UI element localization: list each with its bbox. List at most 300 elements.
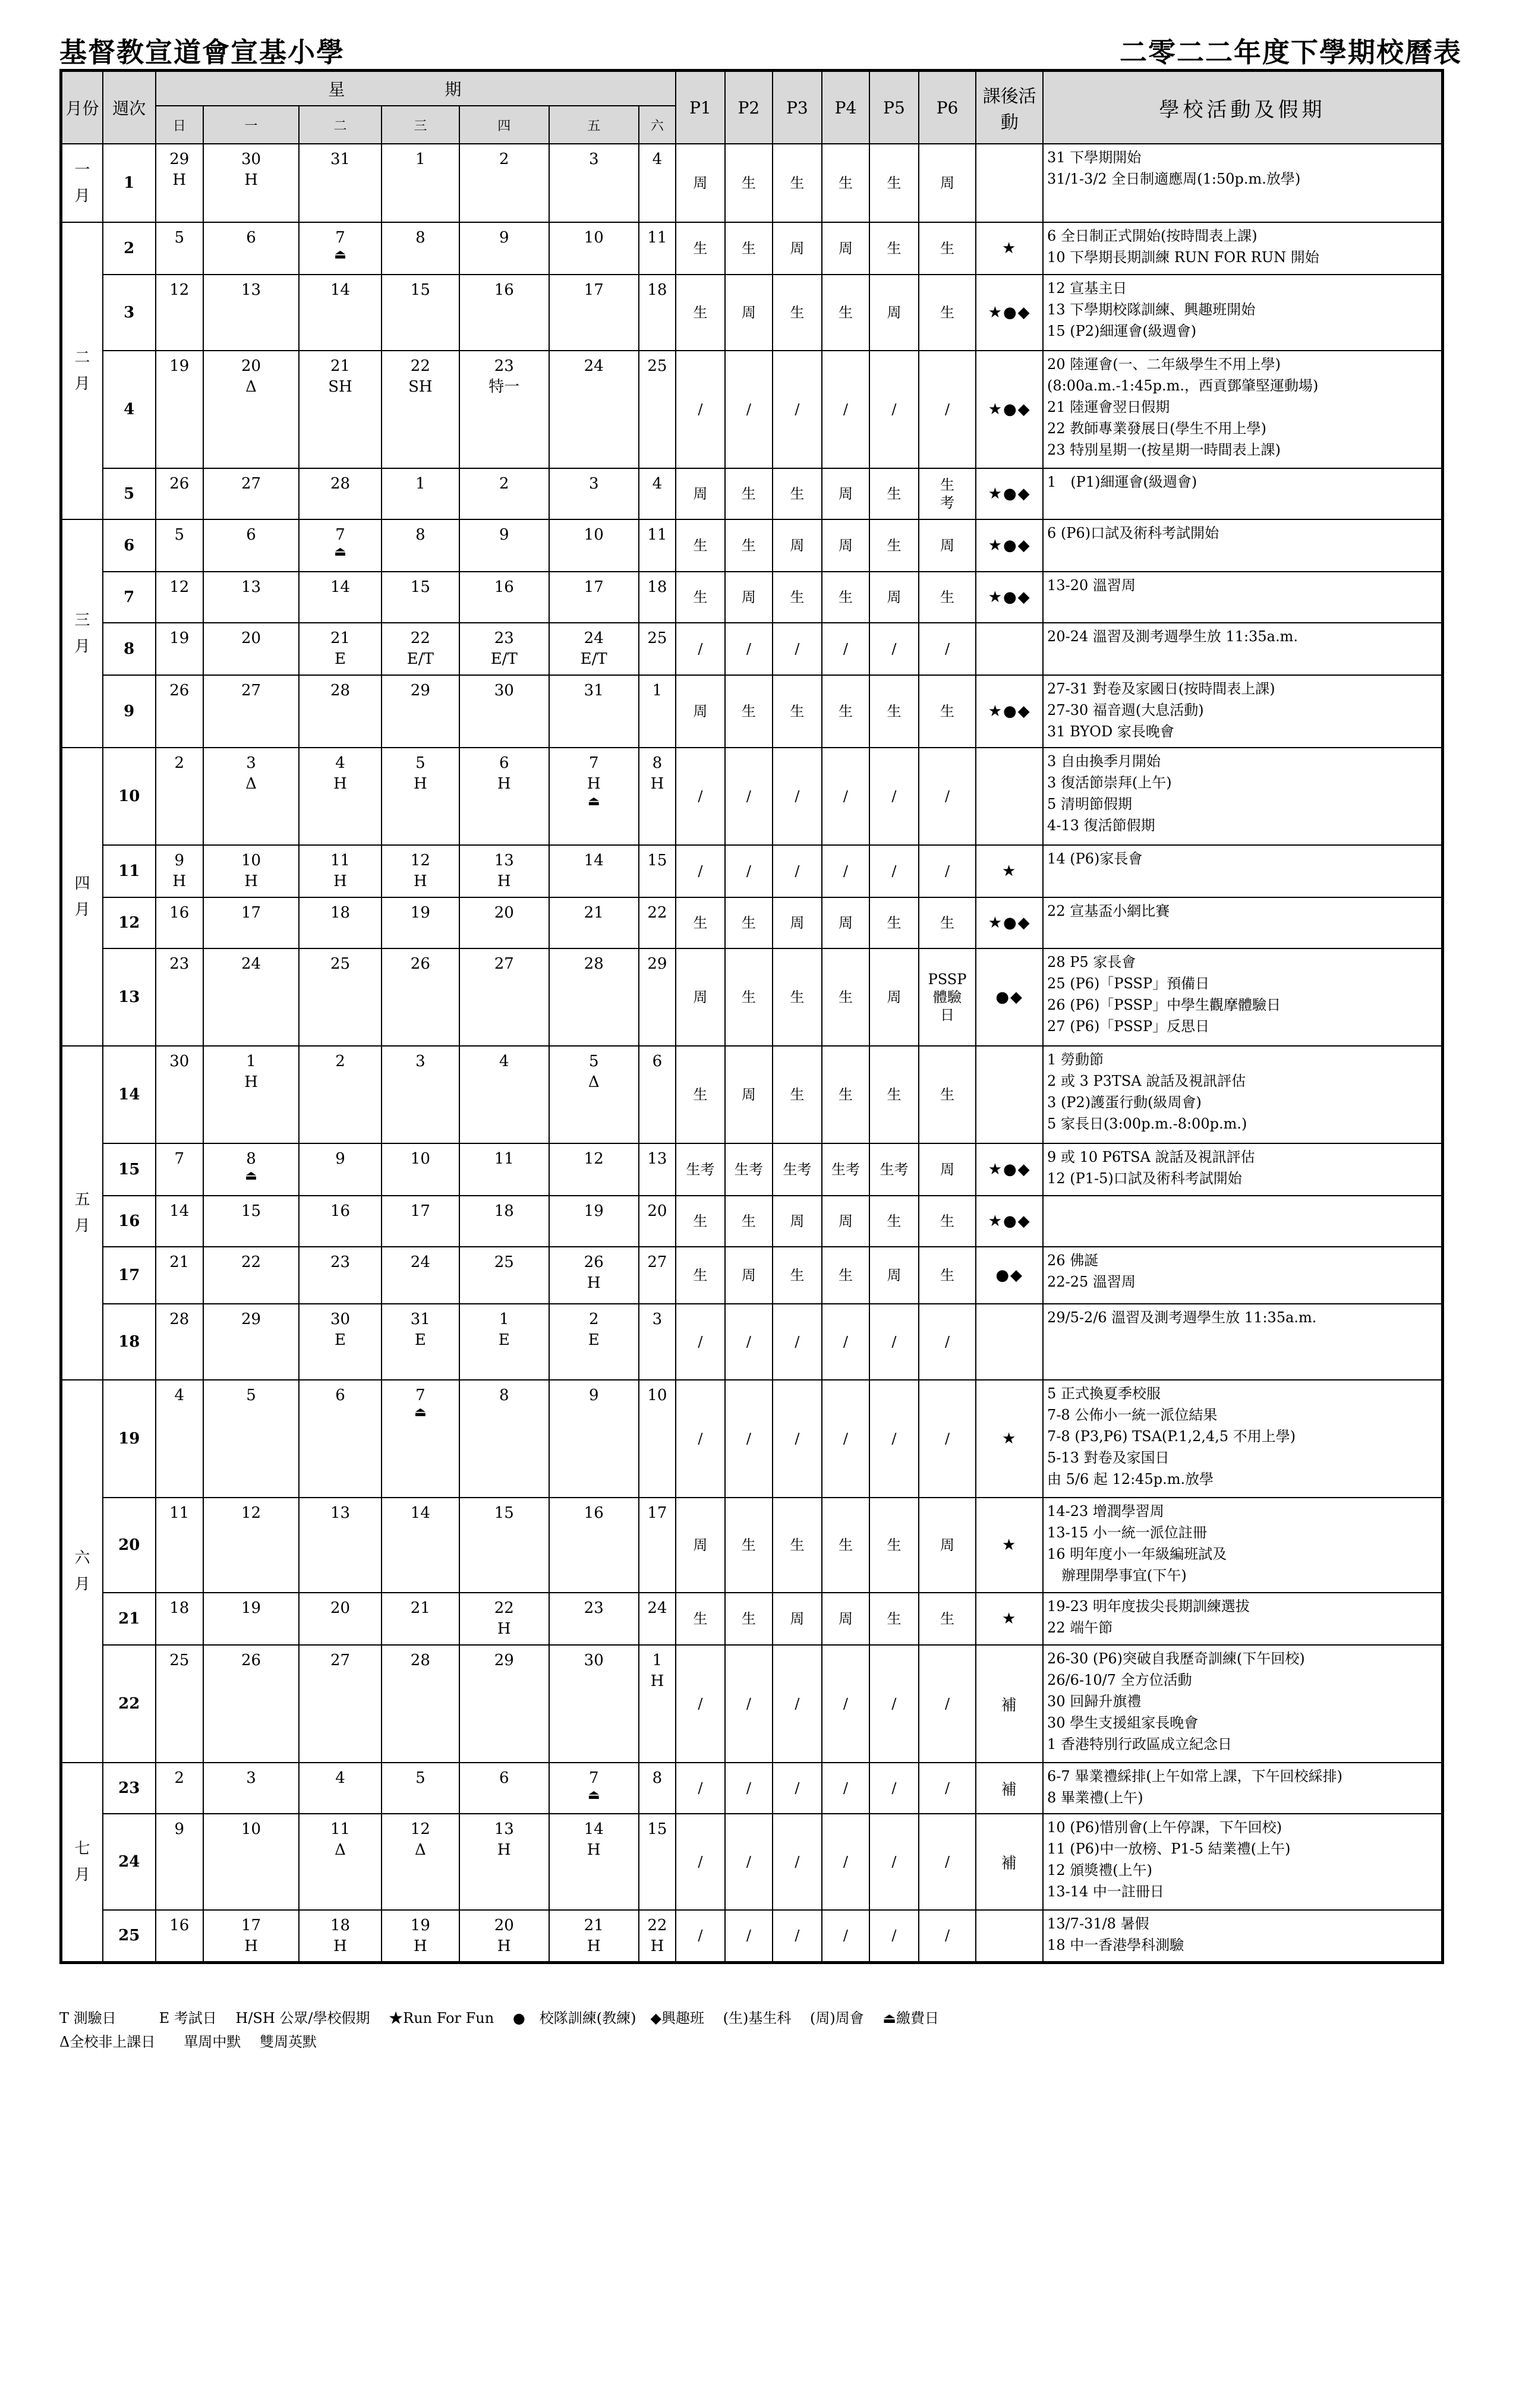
day-cell: [382, 948, 459, 1046]
day-cell: [203, 1143, 299, 1196]
activity-item: 22 端午節: [1047, 1619, 1113, 1636]
day-cell: [639, 845, 676, 897]
day-number: 24: [584, 357, 604, 375]
day-number: 24: [647, 1599, 667, 1617]
day-number: 9: [499, 526, 509, 544]
day-number: 20: [330, 1599, 351, 1617]
day-cell: [299, 572, 382, 623]
day-number: 23: [330, 1253, 351, 1271]
week-row: [61, 948, 1443, 1046]
day-cell: [549, 275, 639, 351]
activities-cell: [1043, 675, 1442, 748]
day-number: 28: [330, 682, 351, 699]
fee-day-icon: ⏏: [245, 1168, 257, 1183]
grade-p1-cell: 生考: [676, 1143, 725, 1196]
grade-p3-cell: /: [773, 1910, 822, 1962]
day-cell: [549, 623, 639, 675]
day-cell: [639, 1645, 676, 1763]
activities-cell: [1043, 468, 1442, 519]
day-cell: [382, 623, 459, 675]
day-number: 10: [647, 1386, 667, 1404]
activities-cell: [1043, 572, 1442, 623]
grade-p2-cell: 周: [725, 1247, 773, 1304]
calendar-body: [61, 144, 1443, 1962]
activity-item: 1 香港特別行政區成立紀念日: [1047, 1736, 1232, 1753]
week-row: [61, 1814, 1443, 1910]
week-number: 10: [103, 748, 156, 845]
grade-p5-cell: /: [869, 845, 919, 897]
activity-item: 31 下學期開始: [1047, 149, 1142, 166]
day-cell: [299, 1196, 382, 1247]
day-number: 29: [494, 1651, 514, 1669]
day-cell: [156, 1498, 204, 1593]
week-row: [61, 351, 1443, 468]
week-row: [61, 897, 1443, 948]
day-cell: [459, 351, 549, 468]
activity-item: 由 5/6 起 12:45p.m.放學: [1047, 1471, 1214, 1487]
day-cell: [549, 845, 639, 897]
day-number: 6: [652, 1052, 663, 1070]
fee-day-icon: ⏏: [414, 1405, 427, 1420]
week-row: [61, 748, 1443, 845]
activities-cell: [1043, 1380, 1442, 1498]
day-cell: [299, 275, 382, 351]
grade-p3-cell: 周: [773, 1593, 822, 1645]
day-cell: [639, 1304, 676, 1380]
activity-item: 21 陸運會翌日假期: [1047, 399, 1170, 415]
header-grade-p1: P1: [676, 71, 725, 144]
day-mark: Δ: [245, 775, 257, 793]
day-cell: [156, 1910, 204, 1962]
day-number: 12: [169, 578, 190, 596]
day-cell: [639, 1046, 676, 1143]
day-number: 30: [584, 1651, 604, 1669]
day-cell: [203, 1380, 299, 1498]
activity-item: 20-24 溫習及測考週學生放 11:35a.m.: [1047, 628, 1298, 645]
day-number: 8: [499, 1386, 509, 1404]
grade-p4-cell: /: [822, 748, 870, 845]
grade-p6-cell: 生: [919, 1196, 976, 1247]
day-number: 27: [241, 682, 261, 699]
week-number: 19: [103, 1380, 156, 1498]
grade-p3-cell: 生: [773, 275, 822, 351]
day-number: 24: [241, 955, 261, 973]
day-cell: [299, 948, 382, 1046]
day-cell: [203, 948, 299, 1046]
day-number: 19: [169, 629, 190, 647]
day-cell: [549, 1814, 639, 1910]
grade-p4-cell: 生: [822, 675, 870, 748]
day-cell: [639, 275, 676, 351]
day-cell: [549, 1196, 639, 1247]
day-mark: H: [333, 775, 347, 793]
day-number: 20: [241, 629, 261, 647]
day-mark: H: [497, 775, 511, 793]
grade-p1-cell: 周: [676, 948, 725, 1046]
day-number: 4: [335, 1769, 345, 1787]
day-number: 20: [494, 904, 514, 922]
day-number: 2: [499, 150, 509, 168]
day-number: 15: [647, 1820, 667, 1838]
day-cell: [382, 675, 459, 748]
day-number: 25: [647, 629, 667, 647]
after-school-activities: [976, 1910, 1043, 1962]
day-number: 22: [241, 1253, 261, 1271]
day-number: 17: [410, 1202, 430, 1220]
day-cell: [203, 623, 299, 675]
day-cell: [203, 1593, 299, 1645]
grade-p5-cell: /: [869, 1645, 919, 1763]
day-number: 4: [652, 475, 663, 493]
day-cell: [382, 144, 459, 222]
activities-cell: [1043, 1196, 1442, 1247]
fee-day-icon: ⏏: [334, 247, 346, 262]
day-cell: [203, 1247, 299, 1304]
day-number: 14: [169, 1202, 190, 1220]
day-cell: [459, 1910, 549, 1962]
day-number: 16: [494, 281, 514, 299]
day-number: 18: [330, 1917, 351, 1934]
grade-p2-cell: /: [725, 1380, 773, 1498]
day-cell: [382, 1046, 459, 1143]
day-cell: [459, 948, 549, 1046]
grade-p3-cell: /: [773, 1380, 822, 1498]
activity-item: 22 宣基盃小網比賽: [1047, 903, 1170, 919]
week-number: 23: [103, 1763, 156, 1814]
day-cell: [459, 1247, 549, 1304]
day-mark: H: [650, 1672, 664, 1690]
grade-p2-cell: 生: [725, 1196, 773, 1247]
week-row: [61, 572, 1443, 623]
activity-item: 3 (P2)護蛋行動(級周會): [1047, 1094, 1202, 1111]
day-cell: [639, 351, 676, 468]
day-number: 19: [584, 1202, 604, 1220]
grade-p3-cell: /: [773, 351, 822, 468]
week-number: 5: [103, 468, 156, 519]
activity-item: 7-8 (P3,P6) TSA(P.1,2,4,5 不用上學): [1047, 1428, 1296, 1445]
after-school-activities: ★●◆: [976, 351, 1043, 468]
day-number: 23: [494, 629, 514, 647]
day-number: 21: [330, 629, 351, 647]
grade-p2-cell: 生: [725, 897, 773, 948]
month-label-char: 七: [74, 1840, 90, 1858]
month-label-char: 月: [74, 638, 90, 655]
day-cell: [459, 845, 549, 897]
day-number: 30: [494, 682, 514, 699]
day-number: 28: [410, 1651, 430, 1669]
month-label-char: 六: [74, 1549, 90, 1567]
day-cell: [639, 748, 676, 845]
day-number: 9: [499, 229, 509, 247]
activities-cell: [1043, 144, 1442, 222]
after-school-activities: ★●◆: [976, 468, 1043, 519]
day-cell: [203, 675, 299, 748]
grade-p2-cell: /: [725, 1763, 773, 1814]
day-number: 21: [584, 1917, 604, 1934]
month-label: [61, 1380, 103, 1763]
day-number: 29: [647, 955, 667, 973]
day-cell: [382, 1814, 459, 1910]
legend: [59, 2006, 939, 2054]
activity-item: 10 (P6)惜別會(上午停課，下午回校): [1047, 1819, 1282, 1836]
day-cell: [299, 1380, 382, 1498]
day-number: 14: [330, 578, 351, 596]
day-cell: [549, 897, 639, 948]
month-label-char: 四: [74, 875, 90, 893]
day-number: 7: [335, 229, 345, 247]
week-row: [61, 468, 1443, 519]
day-cell: [299, 1498, 382, 1593]
grade-p6-cell: 生: [919, 275, 976, 351]
day-number: 19: [410, 1917, 430, 1934]
activities-cell: [1043, 1645, 1442, 1763]
grade-p6-cell: PSSP 體驗 日: [919, 948, 976, 1046]
day-number: 15: [410, 578, 430, 596]
grade-p4-cell: 周: [822, 222, 870, 275]
activity-item: 31/1-3/2 全日制適應周(1:50p.m.放學): [1047, 171, 1301, 187]
week-row: [61, 222, 1443, 275]
activity-item: 27-31 對卷及家國日(按時間表上課): [1047, 680, 1275, 697]
day-cell: [203, 1304, 299, 1380]
activity-item: 27 (P6)「PSSP」反思日: [1047, 1018, 1210, 1035]
grade-p1-cell: /: [676, 1380, 725, 1498]
header-grade-p2: P2: [725, 71, 773, 144]
day-cell: [203, 1196, 299, 1247]
grade-p4-cell: 生: [822, 275, 870, 351]
grade-p2-cell: 生: [725, 468, 773, 519]
day-number: 29: [410, 682, 430, 699]
day-number: 4: [652, 150, 663, 168]
activity-item: 26 佛誕: [1047, 1252, 1099, 1269]
day-number: 1: [415, 150, 426, 168]
activity-item: 20 陸運會(一、二年級學生不用上學): [1047, 356, 1281, 373]
after-school-activities: ★●◆: [976, 519, 1043, 572]
day-number: 9: [588, 1386, 599, 1404]
grade-p2-cell: /: [725, 1814, 773, 1910]
activity-item: 9 或 10 P6TSA 說話及視訊評估: [1047, 1149, 1255, 1165]
week-number: 2: [103, 222, 156, 275]
day-number: 8: [652, 1769, 663, 1787]
grade-p5-cell: /: [869, 1814, 919, 1910]
day-cell: [156, 275, 204, 351]
day-number: 27: [241, 475, 261, 493]
day-mark: H: [650, 775, 664, 793]
day-mark: E/T: [490, 650, 518, 668]
day-cell: [549, 675, 639, 748]
after-school-activities: ★: [976, 845, 1043, 897]
day-cell: [382, 1196, 459, 1247]
activity-item: 29/5-2/6 溫習及測考週學生放 11:35a.m.: [1047, 1309, 1317, 1326]
grade-p4-cell: 周: [822, 468, 870, 519]
header-weekday-group: 星 期: [156, 71, 676, 106]
day-number: 29: [241, 1310, 261, 1328]
after-school-activities: 補: [976, 1645, 1043, 1763]
day-cell: [459, 519, 549, 572]
day-cell: [156, 948, 204, 1046]
day-cell: [459, 1814, 549, 1910]
day-number: 30: [169, 1052, 190, 1070]
grade-p3-cell: /: [773, 1304, 822, 1380]
day-cell: [639, 675, 676, 748]
grade-p4-cell: 生: [822, 572, 870, 623]
day-mark: E: [414, 1331, 426, 1349]
grade-p1-cell: 生: [676, 519, 725, 572]
week-number: 22: [103, 1645, 156, 1763]
day-cell: [203, 1910, 299, 1962]
after-school-activities: ★: [976, 1498, 1043, 1593]
day-mark: H: [587, 1937, 601, 1955]
day-mark: E: [498, 1331, 510, 1349]
grade-p1-cell: 生: [676, 572, 725, 623]
activity-item: 14-23 增潤學習周: [1047, 1503, 1164, 1520]
day-number: 21: [410, 1599, 430, 1617]
activities-cell: [1043, 351, 1442, 468]
grade-p6-cell: 周: [919, 1498, 976, 1593]
day-number: 10: [241, 852, 261, 869]
day-number: 4: [499, 1052, 509, 1070]
day-number: 21: [169, 1253, 190, 1271]
day-number: 1: [652, 682, 663, 699]
header-day-wed: 三: [382, 106, 459, 144]
grade-p2-cell: 生: [725, 948, 773, 1046]
grade-p4-cell: /: [822, 1763, 870, 1814]
day-mark: Δ: [245, 378, 257, 396]
day-cell: [549, 948, 639, 1046]
title-bar: [59, 31, 1462, 68]
day-number: 7: [174, 1150, 185, 1168]
day-cell: [156, 1196, 204, 1247]
activity-item: 30 學生支援組家長晚會: [1047, 1714, 1199, 1731]
day-number: 11: [330, 1820, 351, 1838]
day-number: 6: [246, 229, 256, 247]
day-number: 3: [588, 150, 599, 168]
grade-p6-cell: 生: [919, 1593, 976, 1645]
grade-p4-cell: 生: [822, 1247, 870, 1304]
day-cell: [549, 1247, 639, 1304]
header-after-school: 課後活動: [976, 71, 1043, 144]
day-cell: [156, 845, 204, 897]
day-number: 22: [494, 1599, 514, 1617]
day-number: 12: [410, 852, 430, 869]
grade-p2-cell: /: [725, 1645, 773, 1763]
day-number: 2: [335, 1052, 345, 1070]
day-mark: H: [414, 775, 427, 793]
activity-item: 8 畢業禮(上午): [1047, 1789, 1143, 1806]
day-mark: H: [172, 872, 187, 890]
day-cell: [299, 897, 382, 948]
day-cell: [382, 897, 459, 948]
day-cell: [639, 948, 676, 1046]
after-school-activities: ★: [976, 1380, 1043, 1498]
header-week: 週次: [103, 71, 156, 144]
day-cell: [459, 1304, 549, 1380]
header-grade-p6: P6: [919, 71, 976, 144]
week-row: [61, 275, 1443, 351]
school-calendar-table: [59, 69, 1444, 1964]
day-cell: [156, 675, 204, 748]
grade-p3-cell: /: [773, 845, 822, 897]
after-school-activities: 補: [976, 1763, 1043, 1814]
activity-item: 16 明年度小一年級編班試及: [1047, 1546, 1227, 1562]
week-row: [61, 1247, 1443, 1304]
day-number: 28: [169, 1310, 190, 1328]
grade-p1-cell: /: [676, 1814, 725, 1910]
week-number: 8: [103, 623, 156, 675]
day-number: 25: [169, 1651, 190, 1669]
day-number: 8: [246, 1150, 256, 1168]
day-number: 13: [330, 1504, 351, 1522]
day-cell: [639, 623, 676, 675]
day-mark: H: [587, 1274, 601, 1292]
day-cell: [156, 1247, 204, 1304]
grade-p6-cell: 生 考: [919, 468, 976, 519]
day-number: 12: [241, 1504, 261, 1522]
day-number: 26: [169, 475, 190, 493]
week-number: 6: [103, 519, 156, 572]
activity-item: 6-7 畢業禮綵排(上午如常上課，下午回校綵排): [1047, 1768, 1343, 1785]
grade-p3-cell: /: [773, 623, 822, 675]
after-school-activities: ★●◆: [976, 1196, 1043, 1247]
day-mark: E: [335, 1331, 346, 1349]
day-cell: [549, 1304, 639, 1380]
day-mark: 特一: [488, 378, 520, 396]
activity-item: 31 BYOD 家長晚會: [1047, 723, 1174, 740]
day-number: 22: [410, 357, 430, 375]
day-number: 12: [584, 1150, 604, 1168]
activities-cell: [1043, 845, 1442, 897]
after-school-activities: ●◆: [976, 1247, 1043, 1304]
header-day-mon: 一: [203, 106, 299, 144]
grade-p5-cell: /: [869, 1380, 919, 1498]
day-cell: [299, 1304, 382, 1380]
day-number: 26: [169, 682, 190, 699]
after-school-activities: [976, 748, 1043, 845]
day-cell: [639, 468, 676, 519]
day-cell: [156, 519, 204, 572]
activity-item: 11 (P6)中一放榜、P1-5 結業禮(上午): [1047, 1840, 1291, 1857]
grade-p6-cell: 周: [919, 519, 976, 572]
day-cell: [549, 468, 639, 519]
activity-item: 3 自由換季月開始: [1047, 753, 1161, 770]
school-name: 基督教宣道會宣基小學: [59, 36, 345, 68]
day-number: 3: [246, 1769, 256, 1787]
day-mark: E/T: [580, 650, 607, 668]
day-number: 18: [169, 1599, 190, 1617]
day-cell: [549, 1910, 639, 1962]
grade-p6-cell: 生: [919, 897, 976, 948]
day-cell: [156, 1380, 204, 1498]
day-number: 18: [494, 1202, 514, 1220]
day-number: 31: [410, 1310, 430, 1328]
grade-p3-cell: /: [773, 1814, 822, 1910]
grade-p3-cell: 生: [773, 468, 822, 519]
day-number: 2: [588, 1310, 599, 1328]
day-number: 2: [499, 475, 509, 493]
after-school-activities: ★●◆: [976, 572, 1043, 623]
week-row: [61, 519, 1443, 572]
day-number: 5: [588, 1052, 599, 1070]
week-row: [61, 1498, 1443, 1593]
day-number: 26: [241, 1651, 261, 1669]
day-cell: [382, 1763, 459, 1814]
activity-item: 1 勞動節: [1047, 1051, 1104, 1068]
activity-item: 1 (P1)細運會(級週會): [1047, 474, 1197, 490]
activity-item: 18 中一香港學科測驗: [1047, 1937, 1184, 1953]
activity-item: 13 下學期校隊訓練、興趣班開始: [1047, 301, 1256, 318]
day-cell: [639, 897, 676, 948]
grade-p5-cell: 生: [869, 1593, 919, 1645]
activities-cell: [1043, 1763, 1442, 1814]
